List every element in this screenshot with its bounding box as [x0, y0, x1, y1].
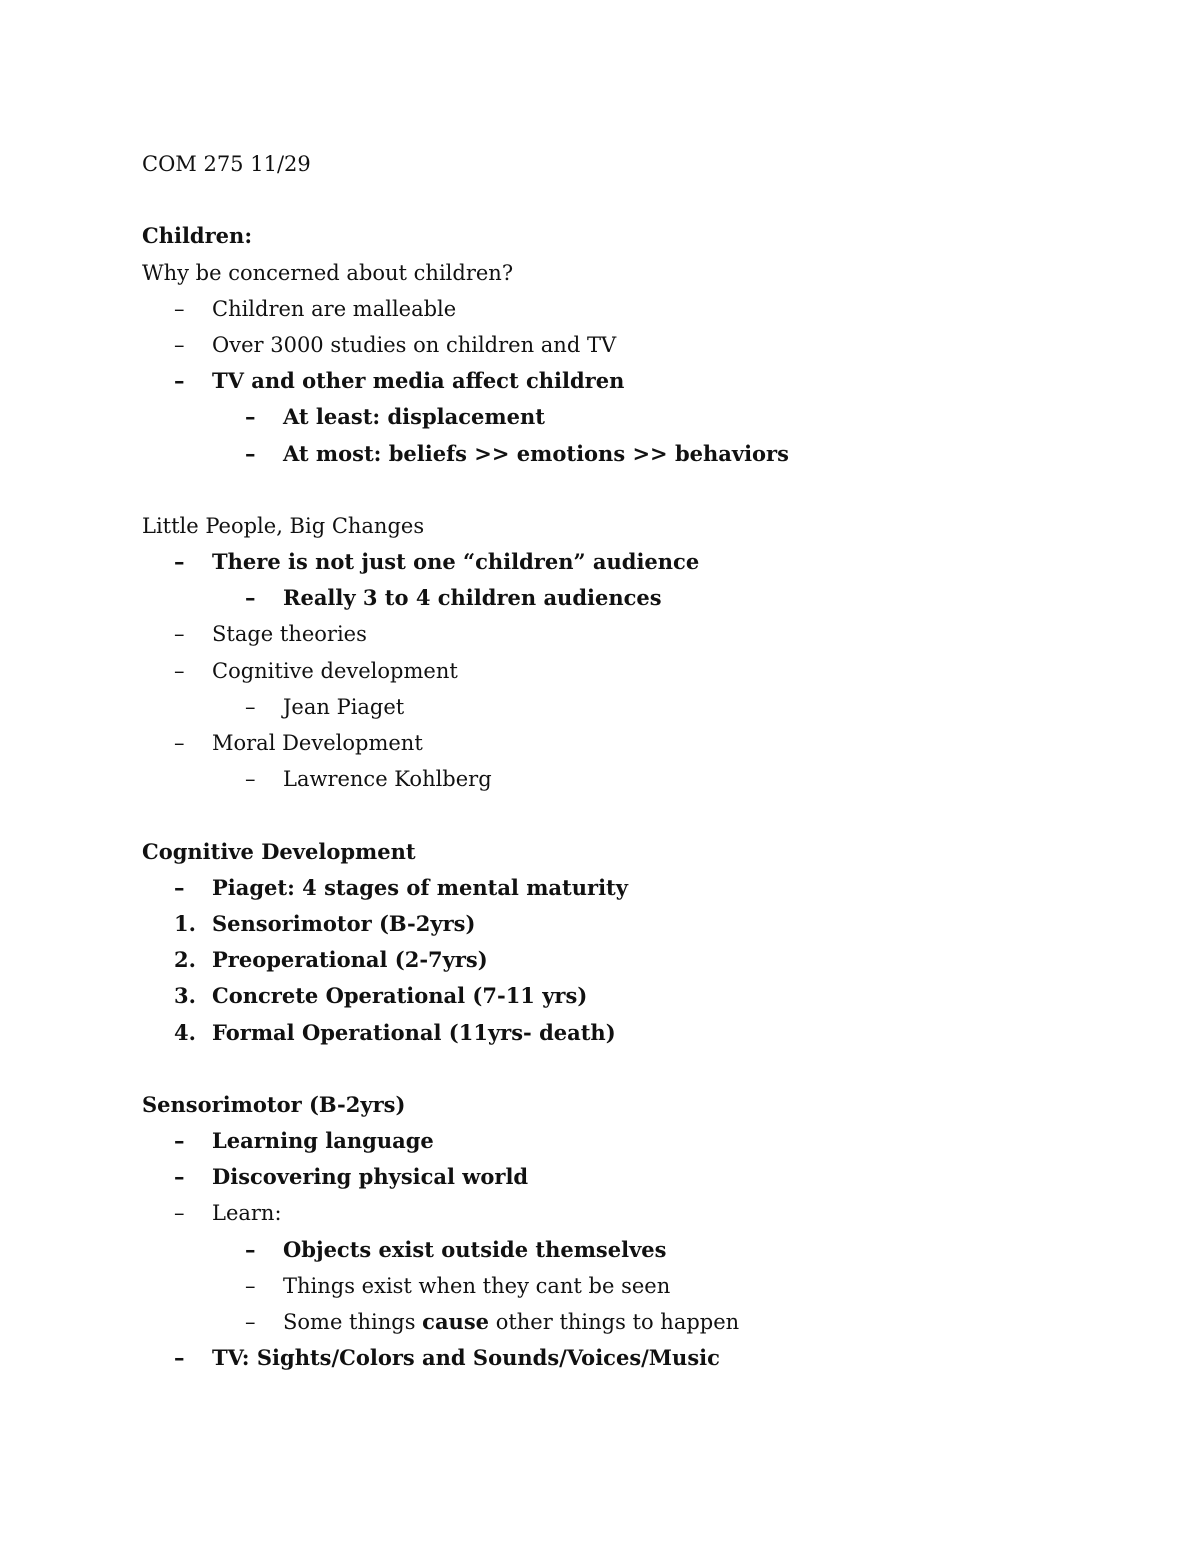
bullet-item: – Learning language	[142, 1123, 1102, 1159]
dash-marker: –	[174, 874, 185, 900]
spacer	[142, 797, 1102, 833]
number-marker: 3.	[174, 983, 196, 1009]
bullet-item: – Stage theories	[142, 616, 1102, 652]
sub-bullet-item: – At most: beliefs >> emotions >> behaviors	[142, 436, 1102, 472]
section-title: Children:	[142, 223, 253, 249]
sub-bullet-item: – At least: displacement	[142, 399, 1102, 435]
dash-marker: –	[245, 585, 256, 611]
dash-marker: –	[174, 731, 185, 755]
sub-bullet-item: – Jean Piaget	[142, 689, 1102, 725]
spacer	[142, 472, 1102, 508]
bullet-item: – Discovering physical world	[142, 1159, 1102, 1195]
sub-bullet-item: – Really 3 to 4 children audiences	[142, 580, 1102, 616]
sub-bullet-item	[142, 1304, 1102, 1340]
dash-marker: –	[174, 1128, 185, 1154]
dash-marker: –	[174, 622, 185, 647]
sub-bullet-item: – Objects exist outside themselves	[142, 1232, 1102, 1268]
spacer	[142, 1051, 1102, 1087]
doc-header-text: COM 275 11/29	[142, 152, 311, 176]
numbered-item: 4. Formal Operational (11yrs- death)	[142, 1015, 1102, 1051]
dash-marker: –	[174, 1345, 185, 1371]
section-line: Why be concerned about children?	[142, 260, 514, 285]
dash-marker: –	[174, 296, 185, 321]
section-title: Little People, Big Changes	[142, 513, 425, 538]
bullet-item: – Learn:	[142, 1195, 1102, 1231]
number-marker: 4.	[174, 1019, 196, 1045]
bullet-item: – Moral Development	[142, 725, 1102, 761]
document-body	[142, 146, 1102, 1376]
numbered-item: 1. Sensorimotor (B-2yrs)	[142, 906, 1102, 942]
number-marker: 2.	[174, 947, 196, 973]
doc-header	[142, 146, 1102, 182]
bullet-item: – Over 3000 studies on children and TV	[142, 327, 1102, 363]
bullet-item: – TV: Sights/Colors and Sounds/Voices/Music	[142, 1340, 1102, 1376]
section-title: Cognitive Development	[142, 838, 416, 864]
dash-marker: –	[245, 767, 256, 792]
bullet-item: – Piaget: 4 stages of mental maturity	[142, 870, 1102, 906]
bullet-item: – There is not just one “children” audience	[142, 544, 1102, 580]
dash-marker: –	[245, 440, 256, 466]
dash-marker: –	[245, 694, 256, 719]
dash-marker: –	[174, 1164, 185, 1190]
number-marker: 1.	[174, 910, 196, 936]
mixed-text: Some things cause other things to happen	[283, 1309, 740, 1334]
sub-bullet-item: – Things exist when they cant be seen	[142, 1268, 1102, 1304]
dash-marker: –	[245, 1310, 256, 1334]
dash-marker: –	[245, 1273, 256, 1298]
bullet-item: – Cognitive development	[142, 653, 1102, 689]
numbered-item: 2. Preoperational (2-7yrs)	[142, 942, 1102, 978]
dash-marker: –	[245, 404, 256, 430]
bullet-item: – Children are malleable	[142, 291, 1102, 327]
dash-marker: –	[174, 549, 185, 575]
bullet-item: – TV and other media affect children	[142, 363, 1102, 399]
spacer	[142, 182, 1102, 218]
dash-marker: –	[174, 332, 185, 357]
dash-marker: –	[174, 1201, 185, 1226]
dash-marker: –	[174, 658, 185, 683]
dash-marker: –	[174, 368, 185, 394]
numbered-item: 3. Concrete Operational (7-11 yrs)	[142, 978, 1102, 1014]
section-title: Sensorimotor (B-2yrs)	[142, 1091, 406, 1117]
sub-bullet-item: – Lawrence Kohlberg	[142, 761, 1102, 797]
dash-marker: –	[245, 1236, 256, 1262]
